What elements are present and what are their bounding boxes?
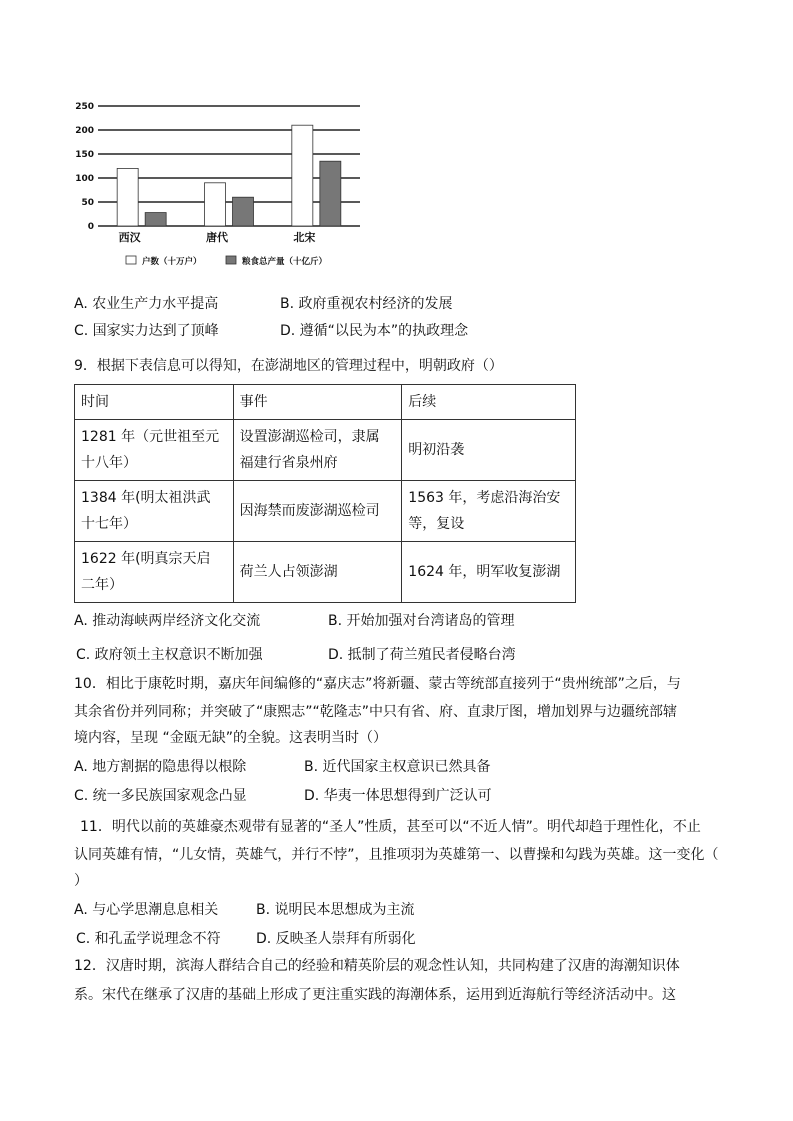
chart-legend xyxy=(126,256,327,267)
q9-stem: 9．根据下表信息可以得知，在澎湖地区的管理过程中，明朝政府（） xyxy=(74,358,503,374)
q12-stem-line2: 系。宋代在继承了汉唐的基础上形成了更注重实践的海潮体系，运用到近海航行等经济活动中。这 xyxy=(74,987,676,1003)
bar-grain xyxy=(320,161,341,226)
cell-followup: 明初沿袭 xyxy=(402,420,576,481)
table-header-row xyxy=(75,385,576,420)
legend-swatch-households xyxy=(126,256,136,264)
q10-stem-line3: 境内容，呈现 “金瓯无缺”的全貌。这表明当时（） xyxy=(74,730,387,746)
q11-option-a: A. 与心学思潮息息相关 xyxy=(74,902,219,918)
cell-time: 1384 年(明太祖洪武 十七年） xyxy=(75,481,234,542)
table-row xyxy=(75,481,576,542)
y-tick-labels xyxy=(75,102,94,232)
q10-option-b: B. 近代国家主权意识已然具备 xyxy=(304,759,491,775)
q10-option-a: A. 地方割据的隐患得以根除 xyxy=(74,759,247,775)
cell-followup: 1624 年，明军收复澎湖 xyxy=(402,542,576,603)
bar-households xyxy=(292,125,313,226)
q11-option-d: D. 反映圣人崇拜有所弱化 xyxy=(256,931,416,947)
table-row xyxy=(75,420,576,481)
header-time: 时间 xyxy=(75,385,234,420)
y-tick-label: 200 xyxy=(75,126,94,136)
category-label: 唐代 xyxy=(206,231,228,244)
y-tick-label: 50 xyxy=(81,198,94,208)
cell-time: 1622 年(明真宗天启 二年） xyxy=(75,542,234,603)
q10-stem-line2: 其余省份并列同称；并突破了“康熙志”“乾隆志”中只有省、府、直隶厅图，增加划界与边疆统部辖 xyxy=(74,704,678,720)
y-tick-label: 150 xyxy=(75,150,94,160)
bar-households xyxy=(205,183,226,226)
legend-label-grain: 粮食总产量（十亿斤） xyxy=(242,257,328,267)
bar-grain xyxy=(233,197,254,226)
cell-followup: 1563 年，考虑沿海治安 等，复设 xyxy=(402,481,576,542)
header-followup: 后续 xyxy=(402,385,576,420)
q11-stem-line1: 11．明代以前的英雄豪杰观带有显著的“圣人”性质，甚至可以“不近人情”。明代却趋于理性化，不止 xyxy=(80,819,701,835)
q9-table xyxy=(74,384,576,603)
q9-option-a: A. 推动海峡两岸经济文化交流 xyxy=(74,613,261,629)
q8-option-d: D. 遵循“以民为本”的执政理念 xyxy=(280,323,469,339)
category-label: 北宋 xyxy=(293,231,316,244)
cell-event: 荷兰人占领澎湖 xyxy=(233,542,402,603)
q11-stem-line2: 认同英雄有情，“儿女情，英雄气，并行不悖”，且推项羽为英雄第一、以曹操和勾践为英雄。这一变化（ xyxy=(74,847,719,863)
chart-bars xyxy=(117,125,341,226)
cell-event: 因海禁而废澎湖巡检司 xyxy=(233,481,402,542)
q8-option-c: C. 国家实力达到了顶峰 xyxy=(74,323,219,339)
y-tick-label: 0 xyxy=(87,222,94,232)
q11-option-c: C. 和孔孟学说理念不符 xyxy=(76,931,221,947)
q8-option-b: B. 政府重视农村经济的发展 xyxy=(280,296,453,312)
bar-grain xyxy=(145,213,166,226)
q8-option-a: A. 农业生产力水平提高 xyxy=(74,296,219,312)
q11-stem-line3: ） xyxy=(74,873,88,889)
y-tick-label: 100 xyxy=(75,174,94,184)
q9-option-d: D. 抵制了荷兰殖民者侵略台湾 xyxy=(328,647,516,663)
cell-event: 设置澎湖巡检司，隶属 福建行省泉州府 xyxy=(233,420,402,481)
table-row xyxy=(75,542,576,603)
q9-option-c: C. 政府领土主权意识不断加强 xyxy=(76,647,263,663)
q10-option-c: C. 统一多民族国家观念凸显 xyxy=(74,788,247,804)
category-label: 西汉 xyxy=(118,231,141,244)
y-tick-label: 250 xyxy=(75,102,94,112)
q10-option-d: D. 华夷一体思想得到广泛认可 xyxy=(304,788,492,804)
q10-stem-line1: 10．相比于康乾时期，嘉庆年间编修的“嘉庆志”将新疆、蒙古等统部直接列于“贵州统部”之后，与 xyxy=(74,676,681,692)
q9-option-b: B. 开始加强对台湾诸岛的管理 xyxy=(328,613,515,629)
header-event: 事件 xyxy=(233,385,402,420)
q11-option-b: B. 说明民本思想成为主流 xyxy=(256,902,415,918)
legend-swatch-grain xyxy=(226,256,236,264)
legend-label-households: 户数（十万户） xyxy=(142,257,202,267)
bar-households xyxy=(117,168,138,226)
cell-time: 1281 年（元世祖至元 十八年） xyxy=(75,420,234,481)
category-labels xyxy=(119,230,316,244)
bar-chart xyxy=(60,96,380,276)
q12-stem-line1: 12．汉唐时期，滨海人群结合自己的经验和精英阶层的观念性认知，共同构建了汉唐的海潮知识体 xyxy=(74,958,680,974)
